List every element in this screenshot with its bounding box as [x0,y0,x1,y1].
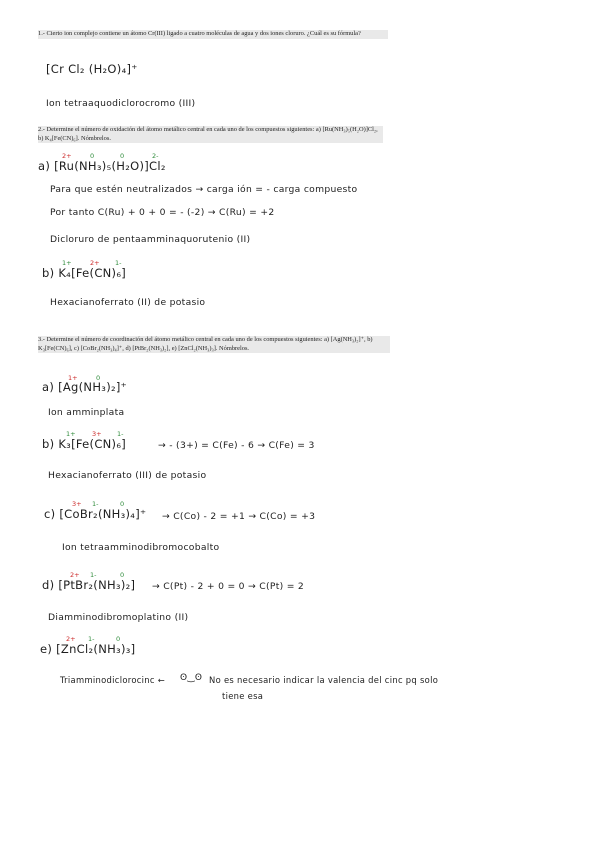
question-3-text: 3.- Determine el número de coordinación del átomo metálico central en cada uno de los compuestos siguientes: a) [Ag(NH₃)₂]⁺, b) K₃[Fe(CN)₆], c) [CoBr₂(NH₃)₄]⁺, d) [PtBr₂(NH₃)₂], e) [ZnCl₂(NH₃)₃]. Nómbrelos. [38,336,390,353]
q3a-ox-ag: 1+ [68,374,78,382]
q3e-ox-zn: 2+ [66,635,76,643]
q3d-ox-nh3: 0 [120,571,125,579]
q3c-ox-nh3: 0 [120,500,125,508]
question-1-text: 1.- Cierto ion complejo contiene un átomo Cr(III) ligado a cuatro moléculas de agua y dos iones cloruro. ¿Cuál es su fórmula? [38,30,388,39]
q3b-ox-fe: 3+ [92,430,102,438]
q3b-formula: b) K₃[Fe(CN)₆] [42,437,127,451]
q3a-name: Ion amminplata [48,407,125,418]
q1-name: Ion tetraaquodiclorocromo (III) [46,98,196,109]
q2b-formula: b) K₄[Fe(CN)₆] [42,266,127,280]
q3e-ox-nh3: 0 [116,635,121,643]
q3e-ox-cl: 1- [88,635,95,643]
question-2-text: 2.- Determine el número de oxidación del átomo metálico central en cada uno de los compuestos siguientes: a) [Ru(NH₃)₅(H₂O)]Cl₂, b) K₄[Fe(CN)₆]. Nómbrelos. [38,126,383,143]
q3c-name: Ion tetraamminodibromocobalto [62,542,220,553]
q3b-calc: → - (3+) = C(Fe) - 6 → C(Fe) = 3 [158,440,315,451]
q3d-name: Diamminodibromoplatino (II) [48,612,189,623]
q2a-formula: a) [Ru(NH₃)₅(H₂O)]Cl₂ [38,159,166,173]
q3b-name: Hexacianoferrato (III) de potasio [48,470,207,481]
q3d-formula: d) [PtBr₂(NH₃)₂] [42,578,136,592]
q2a-line1: Para que estén neutralizados → carga ión = - carga compuesto [50,184,358,195]
q3b-ox-cn: 1- [117,430,124,438]
q3c-ox-co: 3+ [72,500,82,508]
q2a-line2: Por tanto C(Ru) + 0 + 0 = - (-2) → C(Ru) = +2 [50,207,275,218]
q2a-ox-cl: 2- [152,152,159,160]
q3e-name: Triamminodiclorocinc ← [60,675,166,685]
q2b-ox-cn: 1- [115,259,122,267]
q1-formula: [Cr Cl₂ (H₂O)₄]⁺ [46,62,138,76]
q3e-face-icon: ʘ‿ʘ [180,673,203,683]
q3c-ox-br: 1- [92,500,99,508]
q3e-note-line2: tiene esa [222,691,264,701]
q3c-calc: → C(Co) - 2 = +1 → C(Co) = +3 [162,511,316,522]
q2a-ox-ru: 2+ [62,152,72,160]
q3d-ox-br: 1- [90,571,97,579]
q2b-ox-k: 1+ [62,259,72,267]
q2a-ox-h2o: 0 [120,152,125,160]
q3a-formula: a) [Ag(NH₃)₂]⁺ [42,380,128,394]
q2b-name: Hexacianoferrato (II) de potasio [50,297,206,308]
q3e-formula: e) [ZnCl₂(NH₃)₃] [40,642,136,656]
q3b-ox-k: 1+ [66,430,76,438]
q3d-calc: → C(Pt) - 2 + 0 = 0 → C(Pt) = 2 [152,581,305,592]
q3a-ox-nh3: 0 [96,374,101,382]
q2b-ox-fe: 2+ [90,259,100,267]
q2a-name: Dicloruro de pentaamminaquorutenio (II) [50,234,251,245]
q3d-ox-pt: 2+ [70,571,80,579]
q3c-formula: c) [CoBr₂(NH₃)₄]⁺ [44,507,147,521]
q2a-ox-nh3: 0 [90,152,95,160]
q3e-note-line1: No es necesario indicar la valencia del cinc pq solo [209,675,439,685]
